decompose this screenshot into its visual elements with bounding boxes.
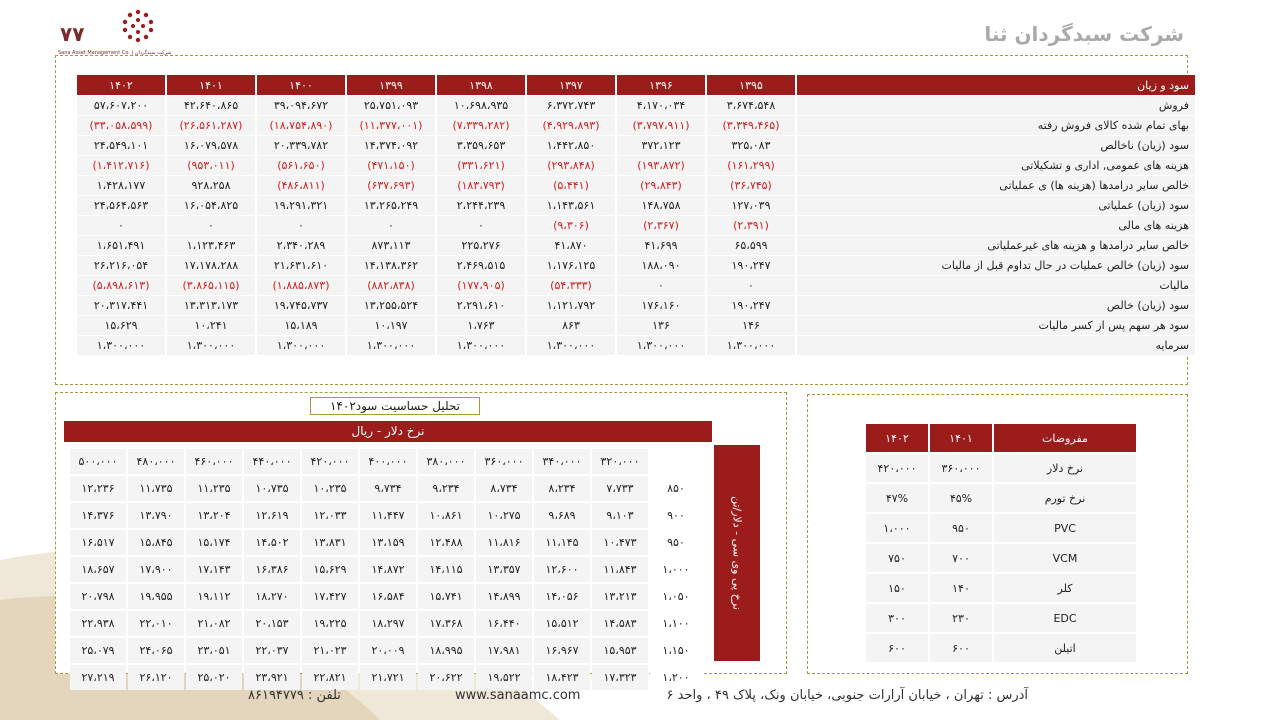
assumption-value-cell: ۴۵% xyxy=(930,484,992,512)
pl-value-cell: ۱۴،۳۷۴،۰۹۲ xyxy=(347,136,435,156)
pl-value-cell: ۲۶،۲۱۶،۰۵۴ xyxy=(77,256,165,276)
assumptions-row xyxy=(866,634,1136,662)
pl-value-cell: ۲۰،۳۳۹،۷۸۲ xyxy=(257,136,345,156)
pl-row xyxy=(77,156,1195,176)
footer-address: آدرس : تهران ، خیابان آرارات جنوبی، خیابان ونک، پلاک ۴۹ ، واحد ۶ xyxy=(666,688,1028,703)
sensitivity-value-cell: ۲۳،۰۵۱ xyxy=(186,638,242,663)
dollar-rate-column-header: ۴۲۰،۰۰۰ xyxy=(302,449,358,474)
sensitivity-row xyxy=(70,638,702,663)
sensitivity-value-cell: ۱۸،۲۹۷ xyxy=(360,611,416,636)
pl-value-cell: ۰ xyxy=(437,216,525,236)
sensitivity-value-cell: ۱۵،۸۴۵ xyxy=(128,530,184,555)
pl-row-label: بهای تمام شده کالای فروش رفته xyxy=(797,116,1195,136)
pl-value-cell: ۴۲،۶۴۰،۸۶۵ xyxy=(167,96,255,116)
pl-value-cell: (۱۸۳،۷۹۳) xyxy=(437,176,525,196)
pl-title: سود و زیان xyxy=(797,75,1195,96)
sensitivity-title: تحلیل حساسیت سود۱۴۰۲ xyxy=(310,397,480,415)
pl-value-cell: (۱۶۱،۲۹۹) xyxy=(707,156,795,176)
assumptions-header-row xyxy=(866,424,1136,452)
assumption-label: نرخ دلار xyxy=(994,454,1136,482)
pl-row-label: فروش xyxy=(797,96,1195,116)
assumptions-row xyxy=(866,544,1136,572)
dollar-rate-column-header: ۴۸۰،۰۰۰ xyxy=(128,449,184,474)
dollar-rate-column-header: ۳۸۰،۰۰۰ xyxy=(418,449,474,474)
sensitivity-value-cell: ۱۱،۲۳۵ xyxy=(186,476,242,501)
sensitivity-row xyxy=(70,503,702,528)
sensitivity-row xyxy=(70,611,702,636)
pl-value-cell: ۱۲۷،۰۳۹ xyxy=(707,196,795,216)
company-name-logo: شرکت سبدگردان ثنا xyxy=(984,22,1184,46)
sensitivity-value-cell: ۱۱،۸۴۳ xyxy=(592,557,648,582)
pl-value-cell: ۱۴۶ xyxy=(707,316,795,336)
pl-value-cell: (۴،۹۲۹،۸۹۳) xyxy=(527,116,615,136)
pl-value-cell: ۱۰،۶۹۸،۹۳۵ xyxy=(437,96,525,116)
pl-header-row xyxy=(77,75,1195,96)
pl-value-cell: ۱۴،۱۳۸،۳۶۲ xyxy=(347,256,435,276)
sensitivity-value-cell: ۹،۶۸۹ xyxy=(534,503,590,528)
footer-website-link[interactable]: www.sanaamc.com xyxy=(455,688,581,703)
pl-value-cell: ۰ xyxy=(77,216,165,236)
pl-value-cell: ۶۵،۵۹۹ xyxy=(707,236,795,256)
sensitivity-value-cell: ۱۴،۸۷۲ xyxy=(360,557,416,582)
sensitivity-value-cell: ۹،۷۳۴ xyxy=(360,476,416,501)
pl-value-cell: (۶۳۷،۶۹۳) xyxy=(347,176,435,196)
pl-value-cell: ۳۲۵،۰۸۳ xyxy=(707,136,795,156)
sensitivity-table xyxy=(68,447,704,692)
sensitivity-value-cell: ۲۱،۷۲۱ xyxy=(360,665,416,690)
pl-value-cell: ۱،۱۲۳،۴۶۳ xyxy=(167,236,255,256)
pl-value-cell: ۱۳،۲۵۵،۵۲۴ xyxy=(347,296,435,316)
assumptions-row xyxy=(866,574,1136,602)
pl-value-cell: ۱،۱۷۶،۱۲۵ xyxy=(527,256,615,276)
sensitivity-value-cell: ۲۵،۰۲۰ xyxy=(186,665,242,690)
sensitivity-value-cell: ۲۱،۰۲۳ xyxy=(302,638,358,663)
pvc-rate-row-header: ۹۵۰ xyxy=(650,530,702,555)
assumptions-year-header: ۱۴۰۱ xyxy=(930,424,992,452)
pl-value-cell: ۸۶۳ xyxy=(527,316,615,336)
sensitivity-value-cell: ۱۲،۶۱۹ xyxy=(244,503,300,528)
pl-value-cell: ۶،۳۷۲،۷۴۳ xyxy=(527,96,615,116)
assumption-label: EDC xyxy=(994,604,1136,632)
sensitivity-value-cell: ۱۷،۹۰۰ xyxy=(128,557,184,582)
pl-value-cell: ۱،۱۴۳،۵۶۱ xyxy=(527,196,615,216)
pl-value-cell: (۳۶،۷۴۵) xyxy=(707,176,795,196)
sensitivity-value-cell: ۱۶،۴۴۰ xyxy=(476,611,532,636)
pl-value-cell: (۲۹،۸۴۳) xyxy=(617,176,705,196)
logo-subtitle: Sana Asset Management Co. | شرکت سبدگردان xyxy=(58,50,172,56)
sensitivity-value-cell: ۱۱،۴۴۷ xyxy=(360,503,416,528)
pl-row-label: خالص سایر درامدها (هزینه ها) ی عملیاتی xyxy=(797,176,1195,196)
assumption-label: اتیلن xyxy=(994,634,1136,662)
assumption-label: نرخ تورم xyxy=(994,484,1136,512)
pl-value-cell: ۱،۳۰۰،۰۰۰ xyxy=(527,336,615,356)
pl-value-cell: ۱،۳۰۰،۰۰۰ xyxy=(707,336,795,356)
pl-row xyxy=(77,316,1195,336)
pl-value-cell: (۱۹۳،۸۷۲) xyxy=(617,156,705,176)
dollar-rate-column-header: ۵۰۰،۰۰۰ xyxy=(70,449,126,474)
pl-value-cell: (۱۷۷،۹۰۵) xyxy=(437,276,525,296)
pl-value-cell: ۴۱،۸۷۰ xyxy=(527,236,615,256)
sensitivity-value-cell: ۱۵،۱۷۴ xyxy=(186,530,242,555)
pvc-rate-axis-label: نرخ پی وی سی - دلار/تن xyxy=(730,496,744,610)
pl-value-cell: ۰ xyxy=(167,216,255,236)
sensitivity-value-cell: ۱۰،۲۳۵ xyxy=(302,476,358,501)
assumptions-row xyxy=(866,514,1136,542)
sensitivity-row xyxy=(70,584,702,609)
pl-value-cell: (۱۱،۳۷۷،۰۰۱) xyxy=(347,116,435,136)
assumption-value-cell: ۹۵۰ xyxy=(930,514,992,542)
assumptions-row xyxy=(866,484,1136,512)
pvc-rate-row-header: ۱،۰۵۰ xyxy=(650,584,702,609)
pl-row xyxy=(77,136,1195,156)
sensitivity-value-cell: ۲۰،۷۹۸ xyxy=(70,584,126,609)
sensitivity-value-cell: ۱۳،۷۹۰ xyxy=(128,503,184,528)
pl-value-cell: ۱،۴۲۸،۱۷۷ xyxy=(77,176,165,196)
pl-row xyxy=(77,116,1195,136)
sensitivity-value-cell: ۲۱،۰۸۲ xyxy=(186,611,242,636)
pl-value-cell: (۱،۸۸۵،۸۷۳) xyxy=(257,276,345,296)
pl-value-cell: ۴۱،۶۹۹ xyxy=(617,236,705,256)
assumptions-title: مفروضات xyxy=(994,424,1136,452)
sensitivity-value-cell: ۱۸،۲۷۰ xyxy=(244,584,300,609)
pl-value-cell: ۱۷۶،۱۶۰ xyxy=(617,296,705,316)
sensitivity-value-cell: ۲۲،۰۳۷ xyxy=(244,638,300,663)
pl-value-cell: ۱۳۶ xyxy=(617,316,705,336)
sensitivity-value-cell: ۱۸،۶۵۷ xyxy=(70,557,126,582)
sensitivity-value-cell: ۲۵،۰۷۹ xyxy=(70,638,126,663)
assumption-value-cell: ۱۴۰ xyxy=(930,574,992,602)
sensitivity-row xyxy=(70,530,702,555)
pl-row xyxy=(77,296,1195,316)
sensitivity-value-cell: ۲۳،۹۲۱ xyxy=(244,665,300,690)
profit-loss-table xyxy=(75,75,1197,356)
pl-value-cell: ۲۲۵،۲۷۶ xyxy=(437,236,525,256)
pl-value-cell: ۱۴۸،۷۵۸ xyxy=(617,196,705,216)
pl-value-cell: ۱۰،۱۹۷ xyxy=(347,316,435,336)
dollar-rate-axis-label: نرخ دلار - ریال xyxy=(64,421,712,442)
assumptions-table xyxy=(864,422,1138,664)
assumptions-year-header: ۱۴۰۲ xyxy=(866,424,928,452)
sensitivity-value-cell: ۲۲،۰۱۰ xyxy=(128,611,184,636)
sensitivity-row xyxy=(70,665,702,690)
pl-value-cell: ۱۶،۰۷۹،۵۷۸ xyxy=(167,136,255,156)
sensitivity-value-cell: ۱۱،۷۳۵ xyxy=(128,476,184,501)
pl-row-label: سود (زیان) خالص عملیات در حال تداوم قبل از مالیات xyxy=(797,256,1195,276)
pvc-rate-row-header: ۸۵۰ xyxy=(650,476,702,501)
pl-value-cell: ۲۴،۵۶۴،۵۶۳ xyxy=(77,196,165,216)
pl-row xyxy=(77,176,1195,196)
pl-year-header: ۱۳۹۵ xyxy=(707,75,795,96)
pl-value-cell: ۱،۳۰۰،۰۰۰ xyxy=(167,336,255,356)
sensitivity-value-cell: ۱۴،۱۱۵ xyxy=(418,557,474,582)
pl-value-cell: ۰ xyxy=(257,216,345,236)
pl-row-label: مالیات xyxy=(797,276,1195,296)
pl-value-cell: ۳۹،۰۹۴،۶۷۲ xyxy=(257,96,345,116)
pl-row xyxy=(77,216,1195,236)
sensitivity-value-cell: ۱۳،۱۵۹ xyxy=(360,530,416,555)
sensitivity-value-cell: ۸،۷۳۴ xyxy=(476,476,532,501)
pl-value-cell: ۲،۳۴۰،۲۸۹ xyxy=(257,236,345,256)
pl-row-label: سرمایه xyxy=(797,336,1195,356)
pl-row-label: هزینه های عمومی, اداری و تشکیلاتی xyxy=(797,156,1195,176)
sensitivity-value-cell: ۱۷،۳۲۳ xyxy=(592,665,648,690)
sensitivity-value-cell: ۷،۷۳۳ xyxy=(592,476,648,501)
pl-value-cell: ۱۵،۶۲۹ xyxy=(77,316,165,336)
pl-value-cell: (۴۸۶،۸۱۱) xyxy=(257,176,345,196)
pl-row xyxy=(77,336,1195,356)
pl-value-cell: (۳۳،۰۵۸،۵۹۹) xyxy=(77,116,165,136)
assumption-value-cell: ۶۰۰ xyxy=(866,634,928,662)
pl-row-label: سود (زیان) ناخالص xyxy=(797,136,1195,156)
pl-value-cell: ۱،۳۰۰،۰۰۰ xyxy=(437,336,525,356)
pl-value-cell: (۵،۸۹۸،۶۱۳) xyxy=(77,276,165,296)
pl-value-cell: ۲۱،۶۳۱،۶۱۰ xyxy=(257,256,345,276)
assumptions-row xyxy=(866,604,1136,632)
sensitivity-value-cell: ۲۷،۲۱۹ xyxy=(70,665,126,690)
pl-value-cell: (۲۶،۵۶۱،۲۸۷) xyxy=(167,116,255,136)
sensitivity-value-cell: ۱۸،۴۲۳ xyxy=(534,665,590,690)
pl-value-cell: (۲،۳۹۱) xyxy=(707,216,795,236)
pl-row xyxy=(77,276,1195,296)
sensitivity-value-cell: ۱۷،۴۲۷ xyxy=(302,584,358,609)
pl-value-cell: ۱۳،۳۱۳،۱۷۳ xyxy=(167,296,255,316)
assumption-value-cell: ۷۰۰ xyxy=(930,544,992,572)
sensitivity-value-cell: ۱۲،۴۸۸ xyxy=(418,530,474,555)
assumption-value-cell: ۴۲۰،۰۰۰ xyxy=(866,454,928,482)
pl-value-cell: ۳،۳۵۹،۶۵۳ xyxy=(437,136,525,156)
logo-number: ۷۷ xyxy=(60,22,85,46)
pvc-rate-row-header: ۹۰۰ xyxy=(650,503,702,528)
pl-value-cell: ۲۵،۷۵۱،۰۹۳ xyxy=(347,96,435,116)
pl-value-cell: ۲،۲۴۴،۲۳۹ xyxy=(437,196,525,216)
pl-value-cell: ۱،۱۲۱،۷۹۲ xyxy=(527,296,615,316)
sensitivity-value-cell: ۸،۲۳۴ xyxy=(534,476,590,501)
sensitivity-value-cell: ۱۰،۲۷۵ xyxy=(476,503,532,528)
sensitivity-value-cell: ۱۶،۳۸۶ xyxy=(244,557,300,582)
pl-value-cell: ۲،۲۹۱،۶۱۰ xyxy=(437,296,525,316)
pl-value-cell: (۱۸،۷۵۴،۸۹۰) xyxy=(257,116,345,136)
sensitivity-value-cell: ۲۶،۱۲۰ xyxy=(128,665,184,690)
pl-value-cell: (۳،۳۴۹،۴۶۵) xyxy=(707,116,795,136)
sensitivity-value-cell: ۱۳،۲۱۳ xyxy=(592,584,648,609)
dollar-rate-column-header: ۳۶۰،۰۰۰ xyxy=(476,449,532,474)
sensitivity-value-cell: ۱۷،۱۴۳ xyxy=(186,557,242,582)
assumption-value-cell: ۱،۰۰۰ xyxy=(866,514,928,542)
pl-value-cell: (۹،۳۰۶) xyxy=(527,216,615,236)
pvc-rate-axis-box xyxy=(714,445,760,661)
pl-row xyxy=(77,96,1195,116)
pl-value-cell: ۲۴،۵۴۹،۱۰۱ xyxy=(77,136,165,156)
assumptions-row xyxy=(866,454,1136,482)
sensitivity-value-cell: ۱۶،۵۱۷ xyxy=(70,530,126,555)
pl-year-header: ۱۳۹۸ xyxy=(437,75,525,96)
pl-value-cell: (۲،۳۶۷) xyxy=(617,216,705,236)
pl-value-cell: ۱،۴۴۲،۸۵۰ xyxy=(527,136,615,156)
pl-value-cell: ۱۵،۱۸۹ xyxy=(257,316,345,336)
sensitivity-corner-cell xyxy=(650,449,702,474)
pl-year-header: ۱۴۰۱ xyxy=(167,75,255,96)
pl-value-cell: ۱۹،۲۹۱،۳۲۱ xyxy=(257,196,345,216)
assumption-value-cell: ۳۰۰ xyxy=(866,604,928,632)
sensitivity-value-cell: ۱۶،۹۶۷ xyxy=(534,638,590,663)
pl-value-cell: ۸۷۳،۱۱۳ xyxy=(347,236,435,256)
pl-value-cell: (۹۵۳،۰۱۱) xyxy=(167,156,255,176)
assumption-value-cell: ۲۳۰ xyxy=(930,604,992,632)
sensitivity-value-cell: ۱۵،۹۵۳ xyxy=(592,638,648,663)
sensitivity-value-cell: ۱۴،۵۰۲ xyxy=(244,530,300,555)
sensitivity-value-cell: ۱۴،۳۷۶ xyxy=(70,503,126,528)
pl-row-label: سود (زیان) خالص xyxy=(797,296,1195,316)
sensitivity-value-cell: ۲۴،۰۶۵ xyxy=(128,638,184,663)
pl-value-cell: ۹۲۸،۲۵۸ xyxy=(167,176,255,196)
sensitivity-value-cell: ۱۷،۹۸۱ xyxy=(476,638,532,663)
pl-value-cell: (۳،۷۹۷،۹۱۱) xyxy=(617,116,705,136)
pl-value-cell: (۵،۴۴۱) xyxy=(527,176,615,196)
sensitivity-value-cell: ۱۳،۲۰۴ xyxy=(186,503,242,528)
pl-value-cell: (۸۸۲،۸۳۸) xyxy=(347,276,435,296)
sensitivity-row xyxy=(70,476,702,501)
pl-value-cell: (۳،۸۶۵،۱۱۵) xyxy=(167,276,255,296)
sensitivity-value-cell: ۱۲،۶۰۰ xyxy=(534,557,590,582)
dollar-rate-column-header: ۴۰۰،۰۰۰ xyxy=(360,449,416,474)
sensitivity-value-cell: ۹،۲۳۴ xyxy=(418,476,474,501)
sensitivity-value-cell: ۱۵،۶۲۹ xyxy=(302,557,358,582)
assumption-value-cell: ۶۰۰ xyxy=(930,634,992,662)
pl-value-cell: ۱۶،۰۵۴،۸۲۵ xyxy=(167,196,255,216)
sensitivity-value-cell: ۱۴،۸۹۹ xyxy=(476,584,532,609)
pl-value-cell: ۱،۶۵۱،۴۹۱ xyxy=(77,236,165,256)
pl-year-header: ۱۳۹۶ xyxy=(617,75,705,96)
pl-value-cell: ۰ xyxy=(707,276,795,296)
pl-value-cell: ۳،۶۷۴،۵۴۸ xyxy=(707,96,795,116)
assumption-label: کلر xyxy=(994,574,1136,602)
sensitivity-value-cell: ۹،۱۰۳ xyxy=(592,503,648,528)
pl-year-header: ۱۳۹۹ xyxy=(347,75,435,96)
dollar-rate-column-header: ۳۲۰،۰۰۰ xyxy=(592,449,648,474)
pl-value-cell: ۱۹۰،۲۴۷ xyxy=(707,256,795,276)
footer-phone: تلفن : ۸۶۱۹۴۷۷۹ xyxy=(248,688,341,703)
pl-row xyxy=(77,256,1195,276)
pl-value-cell: ۰ xyxy=(617,276,705,296)
pl-value-cell: ۱۹،۷۴۵،۷۳۷ xyxy=(257,296,345,316)
pl-value-cell: (۳۳۱،۶۲۱) xyxy=(437,156,525,176)
assumption-value-cell: ۷۵۰ xyxy=(866,544,928,572)
pl-value-cell: (۵۴،۳۳۳) xyxy=(527,276,615,296)
sensitivity-value-cell: ۱۴،۵۸۳ xyxy=(592,611,648,636)
dollar-rate-column-header: ۴۴۰،۰۰۰ xyxy=(244,449,300,474)
assumption-value-cell: ۴۷% xyxy=(866,484,928,512)
pl-value-cell: (۴۷۱،۱۵۰) xyxy=(347,156,435,176)
sensitivity-row xyxy=(70,557,702,582)
pvc-rate-row-header: ۱،۱۰۰ xyxy=(650,611,702,636)
sensitivity-value-cell: ۱۰،۷۳۵ xyxy=(244,476,300,501)
assumption-value-cell: ۱۵۰ xyxy=(866,574,928,602)
sensitivity-value-cell: ۱۹،۹۵۵ xyxy=(128,584,184,609)
pvc-rate-row-header: ۱،۱۵۰ xyxy=(650,638,702,663)
pl-value-cell: ۱،۳۰۰،۰۰۰ xyxy=(77,336,165,356)
pl-row xyxy=(77,236,1195,256)
pl-value-cell: ۱۳،۲۶۵،۲۴۹ xyxy=(347,196,435,216)
sensitivity-value-cell: ۱۹،۱۱۲ xyxy=(186,584,242,609)
pl-value-cell: ۱،۳۰۰،۰۰۰ xyxy=(617,336,705,356)
sensitivity-value-cell: ۱۲،۰۳۳ xyxy=(302,503,358,528)
sensitivity-value-cell: ۱۹،۲۲۵ xyxy=(302,611,358,636)
pl-row xyxy=(77,196,1195,216)
sensitivity-value-cell: ۱۱،۸۱۶ xyxy=(476,530,532,555)
logo-emblem-icon xyxy=(118,6,158,46)
sensitivity-value-cell: ۱۲،۲۳۶ xyxy=(70,476,126,501)
pl-value-cell: ۱،۷۶۳ xyxy=(437,316,525,336)
sensitivity-header-row xyxy=(70,449,702,474)
pl-year-header: ۱۴۰۰ xyxy=(257,75,345,96)
pl-value-cell: (۵۶۱،۶۵۰) xyxy=(257,156,345,176)
dollar-rate-column-header: ۳۴۰،۰۰۰ xyxy=(534,449,590,474)
pl-row-label: هزینه های مالی xyxy=(797,216,1195,236)
pl-value-cell: ۴،۱۷۰،۰۳۴ xyxy=(617,96,705,116)
pl-value-cell: ۱،۳۰۰،۰۰۰ xyxy=(257,336,345,356)
sensitivity-value-cell: ۲۲،۸۲۱ xyxy=(302,665,358,690)
sensitivity-value-cell: ۱۵،۵۱۲ xyxy=(534,611,590,636)
assumption-value-cell: ۳۶۰،۰۰۰ xyxy=(930,454,992,482)
pl-value-cell: (۱،۴۱۲،۷۱۶) xyxy=(77,156,165,176)
pvc-rate-row-header: ۱،۰۰۰ xyxy=(650,557,702,582)
pl-value-cell: (۷،۳۳۹،۲۸۲) xyxy=(437,116,525,136)
pl-value-cell: ۳۷۲،۱۲۳ xyxy=(617,136,705,156)
sensitivity-value-cell: ۱۳،۳۵۷ xyxy=(476,557,532,582)
sensitivity-value-cell: ۱۶،۵۸۴ xyxy=(360,584,416,609)
pl-row-label: سود هر سهم پس از کسر مالیات xyxy=(797,316,1195,336)
sensitivity-value-cell: ۱۰،۴۷۳ xyxy=(592,530,648,555)
sensitivity-value-cell: ۲۰،۱۵۳ xyxy=(244,611,300,636)
company-logo xyxy=(58,8,172,56)
sensitivity-value-cell: ۱۷،۳۶۸ xyxy=(418,611,474,636)
pl-value-cell: ۲،۴۶۹،۵۱۵ xyxy=(437,256,525,276)
sensitivity-value-cell: ۱۵،۷۴۱ xyxy=(418,584,474,609)
sensitivity-value-cell: ۱۹،۵۲۲ xyxy=(476,665,532,690)
sensitivity-value-cell: ۲۲،۹۳۸ xyxy=(70,611,126,636)
pl-year-header: ۱۴۰۲ xyxy=(77,75,165,96)
pl-value-cell: ۱۹۰،۲۴۷ xyxy=(707,296,795,316)
sensitivity-value-cell: ۱۰،۸۶۱ xyxy=(418,503,474,528)
pl-value-cell: ۱۰،۲۴۱ xyxy=(167,316,255,336)
assumption-label: PVC xyxy=(994,514,1136,542)
pl-year-header: ۱۳۹۷ xyxy=(527,75,615,96)
sensitivity-value-cell: ۱۱،۱۴۵ xyxy=(534,530,590,555)
sensitivity-value-cell: ۲۰،۶۲۲ xyxy=(418,665,474,690)
dollar-rate-column-header: ۴۶۰،۰۰۰ xyxy=(186,449,242,474)
pl-value-cell: ۱۸۸،۰۹۰ xyxy=(617,256,705,276)
pl-row-label: خالص سایر درامدها و هزینه های غیرعملیاتی xyxy=(797,236,1195,256)
pl-value-cell: ۲۰،۳۱۷،۴۴۱ xyxy=(77,296,165,316)
sensitivity-value-cell: ۱۴،۰۵۶ xyxy=(534,584,590,609)
sensitivity-value-cell: ۱۳،۸۳۱ xyxy=(302,530,358,555)
pl-value-cell: ۱۷،۱۷۸،۲۸۸ xyxy=(167,256,255,276)
sensitivity-value-cell: ۱۸،۹۹۵ xyxy=(418,638,474,663)
assumption-label: VCM xyxy=(994,544,1136,572)
pl-value-cell: ۵۷،۶۰۷،۲۰۰ xyxy=(77,96,165,116)
pl-value-cell: ۱،۳۰۰،۰۰۰ xyxy=(347,336,435,356)
pl-value-cell: ۰ xyxy=(347,216,435,236)
sensitivity-value-cell: ۲۰،۰۰۹ xyxy=(360,638,416,663)
pvc-rate-row-header: ۱،۲۰۰ xyxy=(650,665,702,690)
pl-row-label: سود (زیان) عملیاتی xyxy=(797,196,1195,216)
pl-value-cell: (۲۹۳،۸۴۸) xyxy=(527,156,615,176)
